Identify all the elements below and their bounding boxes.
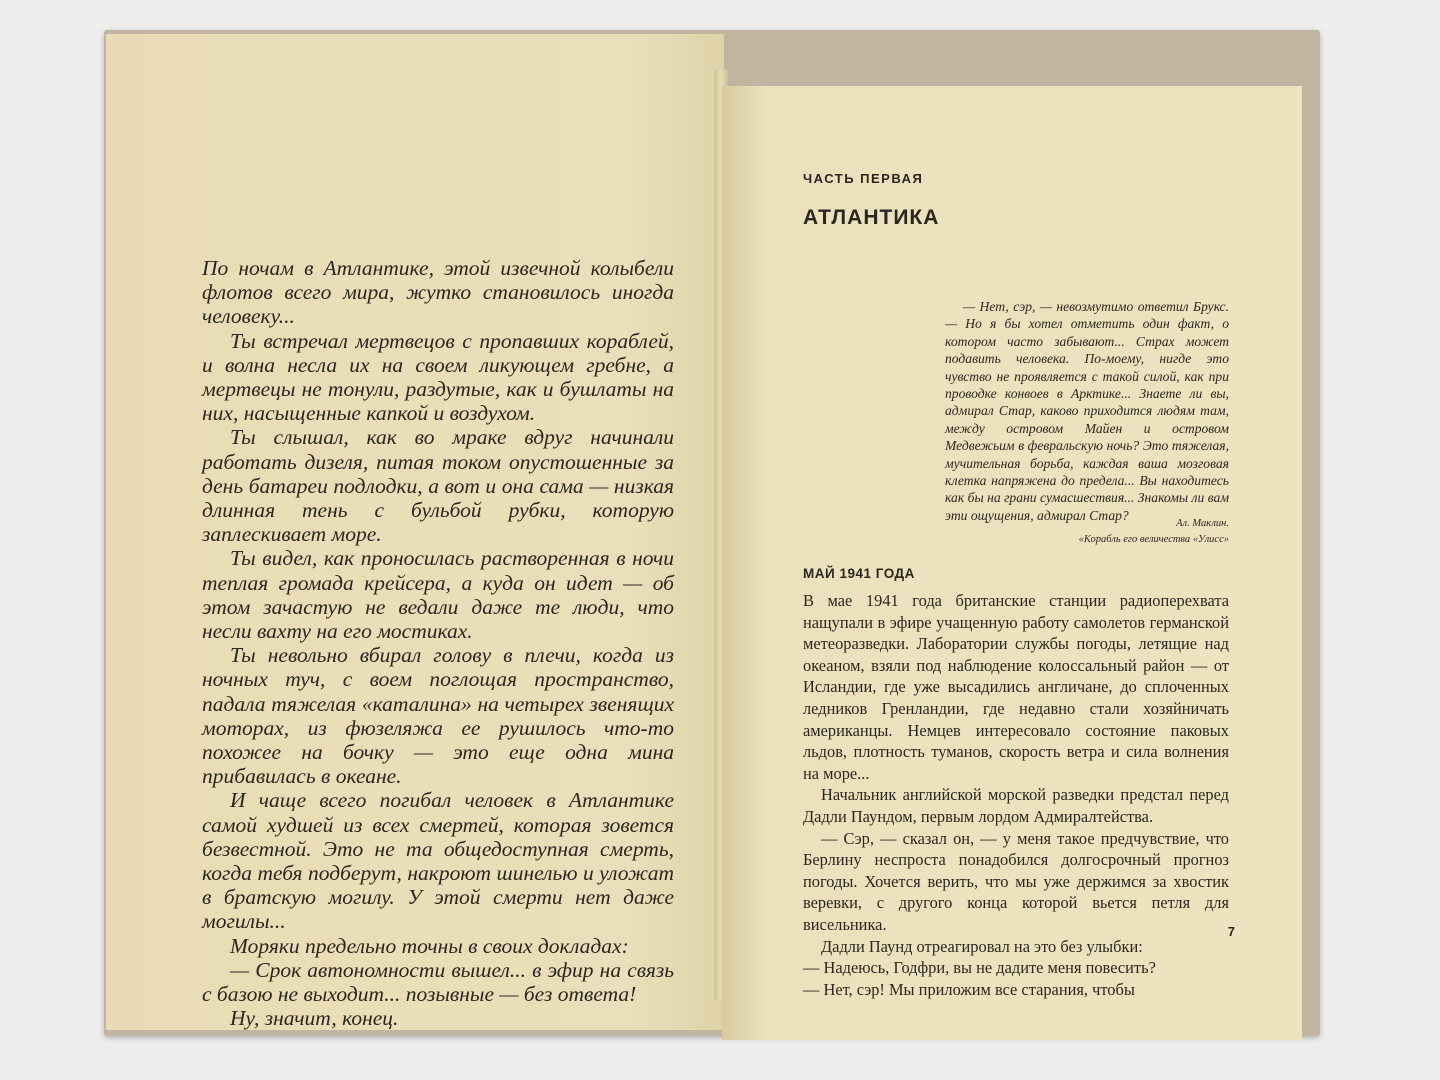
left-paragraph: Ты невольно вбирал голову в плечи, когда из ночных туч, с воем поглощая пространство, падала тяжелая «каталина» на четырех звенящих моторах, из фюзеляжа ее рушилось что-то похожее на бочку — это еще одна мина прибавилась в океане. [202, 643, 674, 789]
left-paragraph: Ты слышал, как во мраке вдруг начинали работать дизеля, питая током опустошенные за день батареи подлодки, а вот и она сама — низкая длинная тень с бульбой рубки, которую заплескивает море. [202, 425, 674, 547]
epigraph-text: — Нет, сэр, — невозмутимо ответил Брукс. — Но я бы хотел отметить один факт, о котором часто забывают... Страх может подавить человека. По-моему, нигде это чувство не проявляется с такой силой, как при проводке конвоев в Арктике... Знаете ли вы, адмирал Стар, каково приходится людям там, между островом Майен и островом Медвежьим в февральскую ночь? Это тяжелая, мучительная борьба, каждая ваша мозговая клетка напряжена до предела... Вы находитесь как бы на грани сумасшествия... Знакомы ли вам эти ощущения, адмирал Стар? [945, 299, 1229, 523]
right-paragraph: Дадли Паунд отреагировал на это без улыбки: [821, 936, 1143, 956]
epigraph [945, 298, 1229, 524]
left-paragraph: Ну, значит, конец. [230, 1006, 399, 1031]
right-paragraph: — Надеюсь, Годфри, вы не дадите меня повесить? [803, 958, 1156, 978]
right-paragraph: В мае 1941 года британские станции радиоперехвата нащупали в эфире учащенную работу самолетов германской метеоразведки. Лаборатории службы погоды, летящие над океаном, взяли под наблюдение колоссальный район — от Исландии, где уже высадились англичане, до сплоченных ледников Гренландии, где недавно стали хозяйничать американцы. Немцев интересовало состояние паковых льдов, плотность туманов, скорость ветра и сила волнения на море... [803, 591, 1229, 783]
right-paragraph: Начальник английской морской разведки предстал перед Дадли Паундом, первым лордом Адмиралтейства. [803, 785, 1229, 826]
right-page [722, 86, 1302, 1040]
section-title: МАЙ 1941 ГОДА [803, 566, 915, 581]
left-page [106, 34, 724, 1030]
left-paragraph: Моряки предельно точны в своих докладах: [230, 933, 629, 958]
part-title: ЧАСТЬ ПЕРВАЯ [803, 171, 924, 186]
left-paragraph: Ты встречал мертвецов с пропавших кораблей, и волна несла их на своем ликующем гребне, а мертвецы не тонули, раздутые, как и бушлаты на них, насыщенные капкой и воздухом. [202, 328, 674, 426]
right-page-text [803, 590, 1229, 1000]
left-paragraph: — Срок автономности вышел... в эфир на связь с базою не выходит... позывные — без ответа! [202, 957, 674, 1007]
open-book [104, 30, 1320, 1036]
left-paragraph: По ночам в Атлантике, этой извечной колыбели флотов всего мира, жутко становилось иногда человеку... [202, 256, 674, 329]
right-paragraph: — Сэр, — сказал он, — у меня такое предчувствие, что Берлину неспроста понадобился долгосрочный прогноз погоды. Хочется верить, что мы уже держимся за хвостик веревки, с другого конца которой вьется петля для висельника. [803, 828, 1229, 934]
left-page-text [202, 256, 674, 1031]
page-number: 7 [1227, 924, 1235, 939]
left-paragraph: И чаще всего погибал человек в Атлантике самой худшей из всех смертей, которая зовется безвестной. Это не та общедоступная смерть, когда тебя подберут, накроют шинелью и уложат в братскую могилу. У этой смерти нет даже могилы... [202, 788, 674, 934]
right-paragraph: — Нет, сэр! Мы приложим все старания, чтобы [803, 979, 1135, 999]
book-title: АТЛАНТИКА [803, 206, 940, 229]
epigraph-source: «Корабль его величества «Улисс» [1078, 534, 1229, 545]
epigraph-author: Ал. Маклин. [1176, 518, 1229, 529]
left-paragraph: Ты видел, как проносилась растворенная в ночи теплая громада крейсера, а куда он идет — об этом зачастую не ведали даже те люди, что несли вахту на его мостиках. [202, 546, 674, 644]
